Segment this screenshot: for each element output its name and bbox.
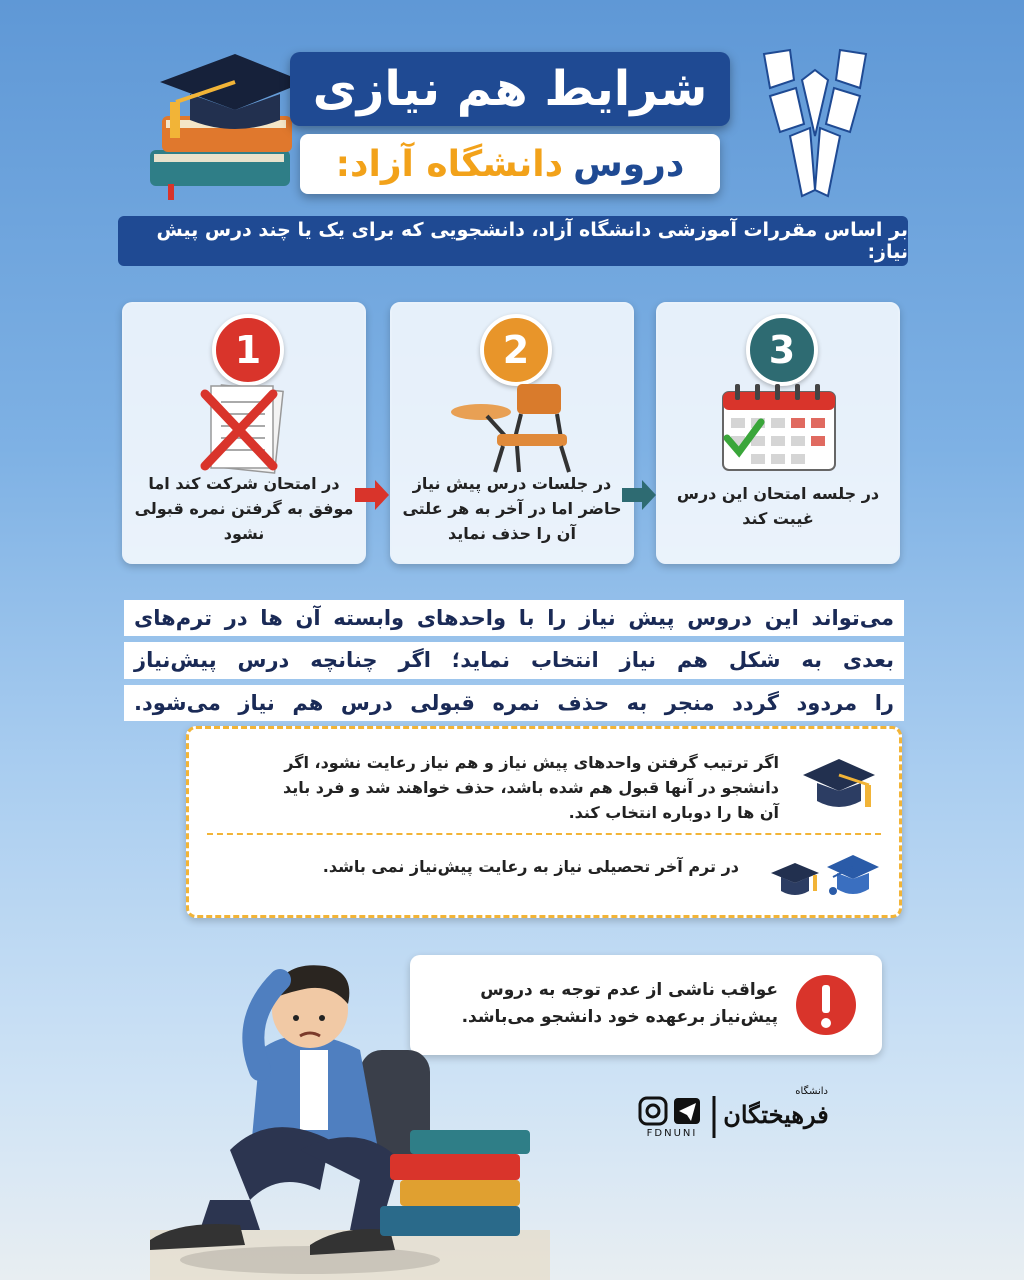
card-3-number: 3: [746, 314, 818, 386]
graduation-cap-icon: [799, 751, 879, 817]
card-3-text: در جلسه امتحان این درس غیبت کند: [676, 484, 880, 528]
footer-brand-name: فرهیختگان: [723, 1100, 829, 1129]
subtitle-part2: دانشگاه آزاد:: [335, 143, 564, 185]
exclamation-icon: [794, 973, 858, 1037]
subtitle-banner: [300, 134, 720, 194]
page-title: شرایط هم نیازی: [312, 61, 708, 117]
graduation-caps-icon: [769, 849, 879, 905]
azad-university-logo: [760, 40, 870, 200]
main-paragraph: [124, 600, 904, 727]
title-banner: [290, 52, 730, 126]
note-2-text: در ترم آخر تحصیلی نیاز به رعایت پیش‌نیاز نمی باشد.: [322, 857, 739, 876]
failed-exam-paper-icon: [179, 382, 309, 474]
graduation-cap-books-icon: [140, 42, 310, 202]
card-1-number: 1: [212, 314, 284, 386]
notes-box: [186, 726, 902, 918]
card-3: [656, 302, 900, 564]
card-2-number: 2: [480, 314, 552, 386]
intro-bar: بر اساس مقررات آموزشی دانشگاه آزاد، دانشجویی که برای یک یا چند درس پیش نیاز:: [118, 216, 908, 266]
card-2-text: در جلسات درس پیش نیاز حاضر اما در آخر به هر علتی آن را حذف نماید: [402, 474, 622, 543]
arrow-left-icon: [355, 480, 389, 510]
card-1: [122, 302, 366, 564]
footer-handle: FDNUNI: [646, 1128, 698, 1139]
instagram-icon: [640, 1098, 666, 1124]
arrow-left-icon: [622, 480, 656, 510]
warning-text: عواقب ناشی از عدم توجه به دروس پیش‌نیاز برعهده خود دانشجو می‌باشد.: [461, 980, 778, 1028]
paragraph-line-3: را مردود گردد منجر به حذف نمره قبولی درس هم نیاز می‌شود.: [124, 685, 904, 721]
classroom-chair-icon: [447, 382, 577, 474]
card-1-text: در امتحان شرکت کند اما موفق به گرفتن نمره قبولی نشود: [134, 474, 354, 543]
paragraph-line-2: بعدی به شکل هم نیاز انتخاب نماید؛ اگر چنانچه درس پیش‌نیاز: [124, 642, 904, 678]
footer-brand-small: دانشگاه: [795, 1086, 828, 1097]
note-divider: [207, 833, 881, 835]
paragraph-line-1: می‌تواند این دروس پیش نیاز را با واحدهای وابسته آن ها در ترم‌های: [124, 600, 904, 636]
note-1-text: اگر ترتیب گرفتن واحدهای پیش نیاز و هم نیاز رعایت نشود، اگر دانشجو در آنها قبول هم شده باشد، حذف خواهند شد و فرد باید آن ها را دوباره انتخاب کند.: [282, 753, 779, 822]
subtitle-part1: دروس: [573, 143, 685, 185]
card-2: [390, 302, 634, 564]
calendar-check-icon: [713, 382, 843, 474]
stressed-student-illustration: [150, 900, 550, 1280]
